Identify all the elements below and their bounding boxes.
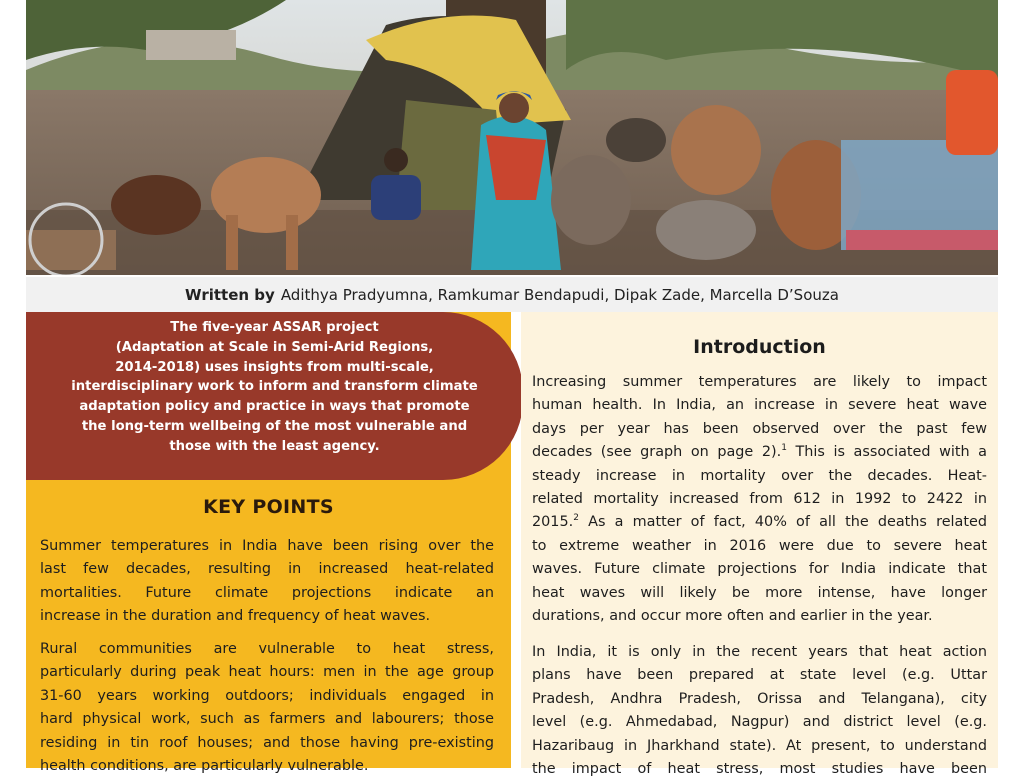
text-line: mortalities. Future climate projections indicate an [40,584,494,601]
text-line: level (e.g. Ahmedabad, Nagpur) and district level (e.g. [532,714,987,731]
text-line: increase in the duration and frequency of heat waves. [40,608,431,625]
distant-building [146,30,236,60]
text-line: waves. Future climate projections for India indicate that [532,561,987,578]
text-fragment: As a matter of fact, 40% of all the deaths related [578,514,987,531]
summary-line: (Adaptation at Scale in Semi-Arid Regions, [115,339,434,355]
text-fragment: decades (see graph on page 2). [532,444,782,461]
text-line: Rural communities are vulnerable to heat stress, [40,641,494,657]
text-line: In India, it is only in the recent years that heat action [532,644,987,660]
summary-line: the long-term wellbeing of the most vulnerable and [81,418,468,434]
text-line: plans have been prepared at state level (e.g. Uttar [532,667,987,684]
project-summary-box [26,312,523,480]
credit-authors: Adithya Pradyumna, Ramkumar Bendapudi, Dipak Zade, Marcella D’Souza [280,285,839,304]
cow-grey [551,155,631,245]
introduction-paragraph-1 [532,371,987,628]
key-point-paragraph-1 [40,535,494,629]
introduction-paragraph-2 [532,641,987,781]
text-line: Pradesh, Andhra Pradesh, Orissa and Telangana), city [532,690,987,707]
credit-prefix: Written by [185,285,275,304]
seated-person [371,175,421,220]
summary-line: The five-year ASSAR project [170,320,379,335]
footnote-ref: 1 [781,443,787,454]
text-line: 31-60 years working outdoors; individuals engaged in [40,687,494,704]
cow-dark [111,175,201,235]
text-line: last few decades, resulting in increased heat-related [40,561,494,578]
text-line: human health. In India, an increase in severe heat wave [532,397,987,414]
text-line: to extreme weather in 2016 were due to severe heat [532,537,987,554]
photo-illustration [26,0,998,275]
text-line: days per year has been observed over the past few [532,420,987,437]
key-points-heading: KEY POINTS [203,496,334,518]
text-line: durations, and occur more often and earlier in the year. [532,608,933,625]
text-line: hard physical work, such as farmers and labourers; those [40,711,494,728]
text-fragment: This is associated with a [786,444,987,461]
key-point-paragraph-2 [40,638,494,778]
text-line: Summer temperatures in India have been rising over the [40,538,494,554]
summary-line: adaptation policy and practice in ways that promote [79,399,470,415]
text-fragment: 2015. [532,514,574,531]
text-line: health conditions, are particularly vulnerable. [40,758,369,775]
footnote-ref: 2 [573,513,579,524]
introduction-heading: Introduction [693,336,826,358]
text-line: steady increase in mortality over the decades. Heat- [532,467,987,484]
cow-light [656,200,756,260]
text-line: related mortality increased from 612 in 1992 to 2422 in [532,491,987,508]
left-column [26,312,511,775]
author-credit [26,277,998,312]
text-line: the impact of heat stress, most studies have been [532,761,987,778]
right-column [521,312,998,778]
text-line: heat waves will likely be more intense, have longer [532,584,987,601]
text-line [532,441,987,464]
text-line: Hazaribaug in Jharkhand state). At present, to understand [532,737,987,754]
summary-line: interdisciplinary work to inform and transform climate [71,379,478,395]
cow-brown-right [671,105,761,195]
text-line: Increasing summer temperatures are likely to impact [532,374,987,390]
text-line: residing in tin roof houses; and those having pre-existing [40,734,494,751]
cover-photo [26,0,998,275]
summary-line: 2014-2018) uses insights from multi-scale, [115,359,434,375]
text-line [532,511,987,534]
summary-line: those with the least agency. [169,438,380,454]
text-line: particularly during peak heat hours: men in the age group [40,664,494,681]
water-drum [946,70,998,155]
